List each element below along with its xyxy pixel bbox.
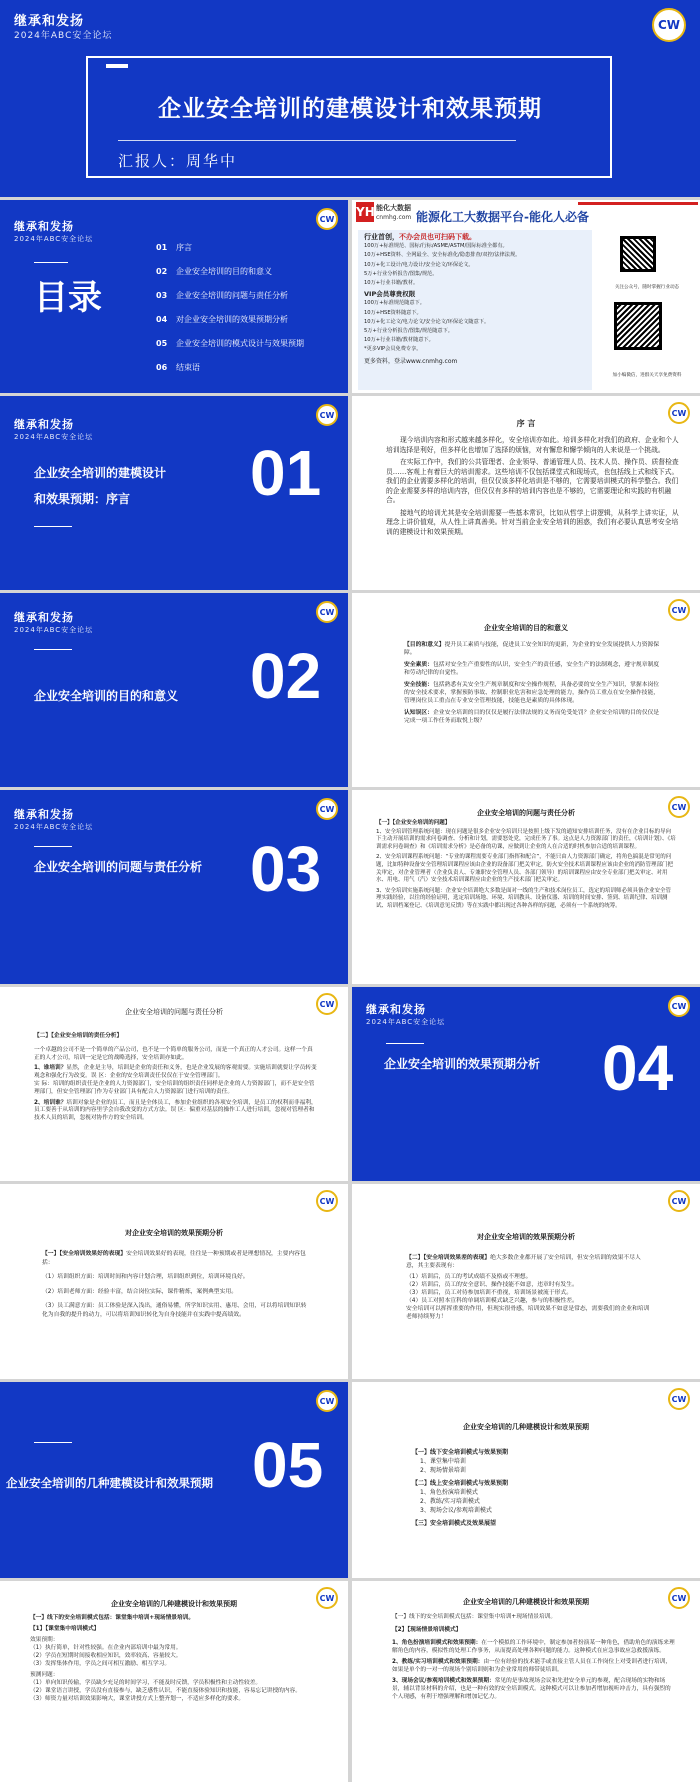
toc-item[interactable]: 01 序言 bbox=[156, 243, 192, 252]
logo-icon: CW bbox=[316, 1190, 338, 1212]
slide-heading: 企业安全培训的目的和意义 bbox=[484, 624, 568, 632]
logo-icon: CW bbox=[668, 402, 690, 424]
slide-heading: 序 言 bbox=[516, 419, 536, 428]
logo-icon: CW bbox=[316, 1390, 338, 1412]
section-05-slide[interactable] bbox=[0, 1382, 348, 1578]
slide-heading: 企业安全培训的问题与责任分析 bbox=[125, 1008, 223, 1016]
section-04-slide[interactable] bbox=[352, 987, 700, 1181]
section-number: 01 bbox=[250, 437, 322, 509]
logo-icon: CW bbox=[668, 1190, 690, 1212]
logo-icon: CW bbox=[652, 8, 686, 42]
slide-body: 【一】【企业安全培训的问题】 1、安全培训管理系统问题：现在问题是很多企业安全培训只是按照上级下发的通知安排培训任务，没有在企业目标的导向下主动开展培训的需求问卷调查、分析和计划，需要怒处党，完成任务了事。这点是人力资源部门的责任，《培训计划》、《培训需求问卷调查》和《培训需求分析》是必备的功课，应做到让企业的人在合适的时机参加合适的培训课程。 2、安全培训课程系统问题：“专业的课程需要专业部门指挥和配合”，不能只由人力资源部门确定，将角色搞混是常见的问题，比如特种设备安全管理培训课程应该由企业的设备部门把关审定，防火安全技术培训课程应该由企业的消防管理部门把关审定，对企业管理者（企业负责人、专兼职安全管理人员、各部门领导）的培训课程应由安全专业部门把关审定、对用水、用电、用气（汽）安全技术培训课程应由企业的生产技术部门把关审定。 3、安全培训实施系统问题：企业安全培训绝大多数是面对一线的生产和技术岗位员工，选定的培训师必须具备企业安全管理实践经验，以往的经验证明，选定培训场地、环境、培训教具、设备仪器、培训的时间安排、签到、培训纪律、培训测试、培训档案登记、《培训意见反馈》等在实践中都出现过各种各样的问题，必须有一个系统的统筹。 bbox=[376, 820, 676, 909]
qr1-caption: 关注公众号，随时掌握行业动态 bbox=[614, 285, 680, 290]
section-title: 企业安全培训的问题与责任分析 bbox=[34, 860, 203, 874]
ad-panel[interactable] bbox=[352, 200, 700, 393]
section-number: 04 bbox=[602, 1032, 674, 1104]
logo-icon: CW bbox=[668, 1388, 690, 1410]
reporter: 汇报人：周华中 bbox=[118, 152, 238, 170]
section-line bbox=[34, 649, 72, 650]
logo-icon: CW bbox=[316, 208, 338, 230]
slide-body: 【一】线下的安全培训模式包括：课堂集中培训+现场情景培训。 【2】【现场情景培训模式】 1、角色扮演培训模式和效果预期：在一个模拟的工作环境中，制定参加者扮演某一种角色，借助角色的演练来理解角色的内容，模拟性的处理工作事务，从而提高处理各种问题的能力。这种模式在应急事故应急救援演练。 2、教练/实习培训模式和效果预期：由一位有经验的技术能手或直接主管人员在工作岗位上对受训者进行培训，如果是单个的一对一的现场个别培训则和为企业常用的师带徒培训。 3、现场会议/参观培训模式和效果预期：常见的是事故现场会议和先进安全单元的参观，配合现场的实物和场景，辅以背景材料的介绍，也是一种有效的安全培训模式。这种模式可以让参加者增加视听冲击力，具有强烈的个人现感，有利于增强理解和增加记忆力。 bbox=[392, 1614, 675, 1700]
brand-title: 继承和发扬 bbox=[14, 418, 74, 431]
brand-subtitle: 2024年ABC安全论坛 bbox=[366, 1018, 446, 1026]
ad-logo-url[interactable]: cnmhg.com bbox=[376, 214, 412, 221]
section-01-slide[interactable] bbox=[0, 396, 348, 590]
vip-title: VIP会员尊贵权限 bbox=[364, 290, 416, 299]
section-number: 03 bbox=[250, 833, 322, 905]
section-line bbox=[34, 526, 72, 527]
section-title: 企业安全培训的几种建模设计和效果预期 bbox=[6, 1476, 213, 1490]
qr2-caption: 加小编微信，进群关天享免费资料 bbox=[612, 373, 682, 378]
brand-subtitle: 2024年ABC安全论坛 bbox=[14, 31, 113, 41]
issues-slide[interactable] bbox=[352, 790, 700, 984]
section-title: 企业安全培训的目的和意义 bbox=[34, 689, 179, 703]
qr-code-2-icon[interactable] bbox=[614, 302, 662, 350]
slide-body: 【目的和意义】提升员工素质与技能，促进员工安全知识的更新，为企业的安全发展提供人力资源保障。 安全素质：包括对安全生产重要性的认识，安全生产的责任感，安全生产的法制观念，遵守规章制度和劳动纪律的自觉性。 安全技能：包括熟悉有关安全生产规章制度和安全操作规程，具备必要的安全生产知识，掌握本岗位的安全技术要求，掌握预防事故、控制职业危害和应急处理的能力，操作员工重点在安全操作技能，管理岗位员工重点在专业安全管理技能，技能也是素质的具体体现。 认知误区：企业安全培训的目的仅仅是履行法律法规的义务而免受处罚？企业安全培训的目的仅仅是完成一项工作任务而取悦上级？ bbox=[404, 642, 660, 725]
toc-line bbox=[34, 262, 68, 263]
cover-slide[interactable] bbox=[0, 0, 700, 197]
slide-body: 【一】线下的安全培训模式包括：课堂集中培训+现场情景培训。 【1】【课堂集中培训模式】 效果预期： （1）执行简单，针对性较强。在企业内部培训中最为常用。 （2）学员在短期时间接收相应知识，效率较高、容量较大。 （3）发挥集体作用，学员之间可相互激励、相互学习。 预测问题： （1）单向知识传输，学员缺少充足的时间学习，不能及时反馈，学员积极性和主动性较差。 （2）课堂语言讲授，学员没有直接参与，缺乏感性认识，不能直接体验知识和技能，容易忘记讲授的内容。 （3）师资力量对培训效果影响大，课堂讲授方式上整齐划一，不适应多样化的要求。 bbox=[30, 1615, 301, 1703]
brand-title: 继承和发扬 bbox=[14, 14, 85, 29]
qr-code-1-icon[interactable] bbox=[620, 236, 656, 272]
slide-heading: 企业安全培训的问题与责任分析 bbox=[477, 809, 575, 817]
section-03-slide[interactable] bbox=[0, 790, 348, 984]
ad-list: 行业首创，不办会员也可扫码下载。 100万+标准规范、国标/行标/ASME/ASTM/国际标准全都有。 10万+HSE资料、全网最全、安全标准化/隐患排查/双控/法律法规。 10万+化工设计/电力设计/安全论文/环保论文。 5万+行业分析报告/图集/规范。 10万+行业书籍/教材。 VIP会员尊贵权限 100万+标准规范随意下。 10万+HSE资料随意下。 10万+化工论文/电力论文/安全论文/环保论文随意下。 5万+行业分析报告/图集/规范随意下。 10万+行业书籍/教材随意下。 *更多VIP会员免费专享。 更多资料，登录www.cnmhg.com bbox=[358, 230, 592, 390]
toc-slide[interactable] bbox=[0, 200, 348, 393]
slide-body: 【二】【安全培训效果差的表现】绝大多数企业都开展了安全培训，但安全培训的效果不尽人意，其主要表现有： （1）培训后，员工的考试成绩不及格或不理想。 （2）培训后，员工的安全意识、操作技能不如意，违章时有发生。 （3）培训后，员工对待参加培训不重视，培训场景被流于形式。 （4）员工对照本宣科的单调培训模式缺乏兴趣，参与的积极性差。 安全培训可以挥挥重要的作用，但现实很骨感，培训效果不如意是常态，需要我们的企业和培训老师持续努力！ bbox=[406, 1255, 650, 1320]
toc-item[interactable]: 05 企业安全培训的模式设计与效果预期 bbox=[156, 339, 304, 348]
slide-heading: 企业安全培训的几种建模设计和效果预期 bbox=[111, 1600, 237, 1608]
brand-title: 继承和发扬 bbox=[14, 611, 74, 624]
section-line bbox=[34, 846, 72, 847]
logo-icon: CW bbox=[668, 796, 690, 818]
toc-title: 目录 bbox=[34, 278, 102, 318]
effect-bad-slide[interactable] bbox=[352, 1184, 700, 1379]
title-bar-mark bbox=[106, 64, 128, 68]
toc-item[interactable]: 03 企业安全培训的问题与责任分析 bbox=[156, 291, 288, 300]
logo-icon: CW bbox=[316, 1587, 338, 1609]
slide-body: 【一】线下安全培训模式与效果预期 1、课堂集中培训 2、现场情景培训 【二】线上安全培训模式与效果预期 1、角色扮演培训模式 2、教练/实习培训模式 3、现场会议/参观培训模式 【三】安全培训模式及效果展望 bbox=[412, 1449, 509, 1527]
ad-headline: 能源化工大数据平台-能化人必备 bbox=[416, 210, 589, 224]
logo-icon: CW bbox=[316, 993, 338, 1015]
toc-list bbox=[156, 242, 342, 386]
scene-slide[interactable] bbox=[352, 1581, 700, 1782]
classroom-slide[interactable] bbox=[0, 1581, 348, 1782]
toc-item[interactable]: 06 结束语 bbox=[156, 363, 200, 372]
responsibility-slide[interactable] bbox=[0, 987, 348, 1181]
section-line bbox=[386, 1043, 424, 1044]
cover-title: 企业安全培训的建模设计和效果预期 bbox=[158, 96, 542, 122]
slide-heading: 企业安全培训的几种建模设计和效果预期 bbox=[463, 1423, 589, 1431]
logo-icon: CW bbox=[316, 404, 338, 426]
toc-item[interactable]: 02 企业安全培训的目的和意义 bbox=[156, 267, 272, 276]
logo-icon: CW bbox=[668, 1587, 690, 1609]
slide-body: 【二】【企业安全培训的责任分析】 一个卓越的公司不是一个简单的产品公司，也不是一个简单的服务公司，而是一个真正的人才公司。这样一个真正的人才公司，培训一定是它的战略选择，安全培训亦如此。 1、谁培训？显然，企业是主导，培训是企业的责任和义务，也是企业发展的客观需要。实施培训就要让学员转变观念和强化行为改变。误 区：企业的安全培训责任仅仅在于安全管理部门。 实 际：培训的组织责任是企业的人力资源部门，安全培训的组织责任同样是企业的人力资源部门，而不是安全管理部门，但安全管理部门作为专业部门具有配合人力资源部门进行培训的责任。 2、培训谁？培训对象是企业的员工，而且是全体员工，参加企业组织的各项安全培训，是员工的权利而非福利，员工要善于从培训的内容里学会自我改变的方式方法。误 区：偏重对基层的操作工人进行培训，忽视对管理者和技术人员的培训，忽视对协作方的安全培训。 bbox=[34, 1033, 317, 1122]
brand-subtitle: 2024年ABC安全论坛 bbox=[14, 626, 94, 634]
slide-body: 现今培训内容和形式越来越多样化，安全培训亦如此。培训多样化对我们的政府、企业和个人培训选择是利好，但多样化也增加了选择的烦恼，对有懈怠和懈学倾向的人来说是一个挑战。 在实际工作中，我们的公共管理者、企业领导、普通管理人员、技术人员、操作员、质督检查员……客观上有着巨大的培训需求。这些培训不仅包括课堂式和现场式，也包括线上式和线下式。我们的企业需要多样化的培训，但仅仅该多样化培训是不够的，它需要培训模式的科学整合。我们的企业需要多样的培训内容，但仅仅有多样的培训内容也是不够的，它需要理论和实践的有机融合。 接地气的培训尤其是安全培训需要一些基本常识，比如从哲学上讲逻辑，从科学上讲实证，从理念上讲价值观，从人性上讲真善美。针对当前企业安全培训的困惑，我们有必要认真思考安全培训的建模设计和效果预期。 bbox=[386, 436, 679, 536]
logo-icon: CW bbox=[668, 995, 690, 1017]
logo-icon: CW bbox=[316, 601, 338, 623]
section-02-slide[interactable] bbox=[0, 593, 348, 787]
cover-divider bbox=[118, 140, 516, 141]
brand-subtitle: 2024年ABC安全论坛 bbox=[14, 433, 94, 441]
toc-item[interactable]: 04 对企业安全培训的效果预期分析 bbox=[156, 315, 288, 324]
slide-heading: 企业安全培训的几种建模设计和效果预期 bbox=[463, 1598, 589, 1606]
section-title: 企业安全培训的效果预期分析 bbox=[384, 1057, 541, 1071]
slide-heading: 对企业安全培训的效果预期分析 bbox=[125, 1229, 223, 1237]
section-number: 02 bbox=[250, 640, 322, 712]
ad-footer[interactable]: 更多资料，登录www.cnmhg.com bbox=[364, 357, 458, 365]
brand-title: 继承和发扬 bbox=[14, 808, 74, 821]
preface-slide[interactable] bbox=[352, 396, 700, 590]
brand-subtitle: 2024年ABC安全论坛 bbox=[14, 823, 94, 831]
section-line bbox=[34, 1442, 72, 1443]
ad-logo-text: 能化大数据 bbox=[376, 204, 411, 212]
logo-icon: CW bbox=[668, 599, 690, 621]
logo-icon: CW bbox=[316, 798, 338, 820]
brand-subtitle: 2024年ABC安全论坛 bbox=[14, 235, 94, 243]
effect-good-slide[interactable] bbox=[0, 1184, 348, 1379]
models-slide[interactable] bbox=[352, 1382, 700, 1578]
brand-title: 继承和发扬 bbox=[14, 220, 74, 233]
ad-logo-mark: YH bbox=[356, 202, 374, 222]
slide-heading: 对企业安全培训的效果预期分析 bbox=[477, 1233, 575, 1241]
section-number: 05 bbox=[252, 1429, 324, 1501]
brand-title: 继承和发扬 bbox=[366, 1003, 426, 1016]
section-title: 企业安全培训的建模设计 和效果预期：序言 bbox=[34, 466, 167, 506]
ad-redbar bbox=[578, 202, 698, 205]
slide-body: 【一】【安全培训效果好的表现】安全培训效果好的表现，往往是一种预期或者是理想情况，主要内容包括： （1）培训组织方面：培训时间和内容计划合理，培训组织到位，培训环境良好。 （2）培训老师方面：经验丰富，结合岗位实际，课件精炼，案例典型实用。 （3）员工满意方面：员工体验是深入浅出，通俗易懂，所学知识实用、惠用、会用，可以将培训知识转化为自我的提升的动力，可以将培训知识转化为自身技能并在实践中提高绩效。 bbox=[42, 1251, 307, 1318]
ad-logo bbox=[356, 202, 412, 232]
purpose-slide[interactable] bbox=[352, 593, 700, 787]
